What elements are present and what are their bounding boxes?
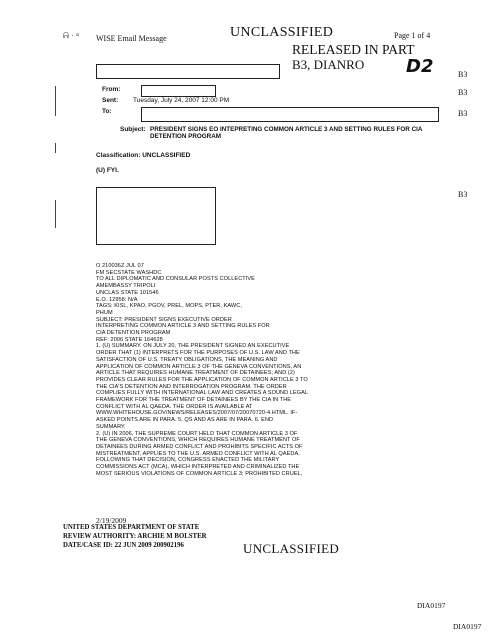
cable-line: AMEMBASSY TRIPOLI <box>96 283 156 290</box>
page-number: Page 1 of 4 <box>394 31 431 40</box>
cable-line: FOLLOWING THAT DECISION, CONGRESS ENACTED THE MILITARY <box>96 457 280 464</box>
cable-line: INTERPRETING COMMON ARTICLE 3 AND SETTING RULES FOR <box>96 323 270 330</box>
cable-line: CONFLICT WITH AL QAEDA. THE ORDER IS AVAILABLE AT <box>96 403 253 410</box>
app-title: WISE Email Message <box>96 34 167 43</box>
cable-line: TO ALL DIPLOMATIC AND CONSULAR POSTS COLLECTIVE <box>96 276 255 283</box>
bottom-classification: UNCLASSIFIED <box>243 541 340 556</box>
cable-line: PHUM <box>96 309 113 316</box>
redaction-box <box>141 85 216 97</box>
cable-line: REF: 2006 STATE 164628 <box>96 336 163 343</box>
cable-line: THE CIA'S DETENTION AND INTERROGATION PROGRAM. THE ORDER <box>96 383 287 390</box>
classification-line: Classification: UNCLASSIFIED <box>96 152 191 159</box>
subject-line: PRESIDENT SIGNS EO INTEPRETING COMMON ARTICLE 3 AND SETTING RULES FOR CIA <box>150 126 423 133</box>
cable-line: ORDER THAT (1) INTERPRETS FOR THE PURPOSES OF U.S. LAW AND THE <box>96 350 300 357</box>
redaction-box <box>96 187 216 245</box>
handwritten-mark: D2 <box>406 56 434 77</box>
cable-line: SUMMARY. <box>96 423 126 430</box>
cable-line: DETAINEES DURING ARMED CONFLICT AND PROHIBITS SPECIFIC ACTS OF <box>96 443 303 450</box>
cable-line: CIA DETENTION PROGRAM <box>96 330 171 337</box>
cable-line: ASKED POINTS ARE IN PARA. 5. QS AND AS ARE IN PARA. 6. END <box>96 417 274 424</box>
cable-text <box>96 263 436 478</box>
margin-code: B3 <box>458 190 468 199</box>
subject-label: Subject: <box>120 126 146 133</box>
review-department: UNITED STATES DEPARTMENT OF STATE <box>63 524 200 531</box>
release-status: RELEASED IN PART <box>292 42 415 57</box>
cable-line: E.O. 12958: N/A <box>96 296 138 303</box>
cable-line: WWW.WHITEHOUSE.GOV/NEWS/RELEASES/2007/07/20070720-4.HTML. IF- <box>96 410 298 417</box>
top-classification: UNCLASSIFIED <box>230 25 334 40</box>
cable-line: MISTREATMENT, APPLIES TO THE U.S. ARMED CONFLICT WITH AL QAEDA. <box>96 450 300 457</box>
cable-line: MOST SERIOUS VIOLATIONS OF COMMON ARTICLE 3; PROHIBITED CRUEL, <box>96 470 303 477</box>
margin-code: B3 <box>458 109 468 118</box>
redaction-box <box>141 107 439 122</box>
document-stamp: DIA0197 <box>453 622 482 631</box>
sent-value: Tuesday, July 24, 2007 12:00 PM <box>133 97 230 104</box>
cable-line: SUBJECT: PRESIDENT SIGNS EXECUTIVE ORDER <box>96 316 232 323</box>
cable-line: FM SECSTATE WASHDC <box>96 269 162 276</box>
case-id: DATE/CASE ID: 22 JUN 2009 200902196 <box>63 542 184 549</box>
margin-code: B3 <box>458 70 468 79</box>
to-label: To: <box>102 108 112 115</box>
cable-line: SATISFACTION OF U.S. TREATY OBLIGATIONS, THE MEANING AND <box>96 356 278 363</box>
margin-line <box>55 86 56 116</box>
fyi-line: (U) FYI. <box>96 167 119 174</box>
cable-line: PROVIDES CLEAR RULES FOR THE APPLICATION OF COMMON ARTICLE 3 TO <box>96 376 308 383</box>
exemption-code: B3, DIANRO <box>292 57 365 72</box>
review-date: 2/19/2009 <box>96 516 127 525</box>
cable-line: TAGS: KISL, KPAO, PGOV, PREL, MOPS, PTER, KAWC, <box>96 303 242 310</box>
cable-line: FRAMEWORK FOR THE TREATMENT OF DETAINEES BY THE CIA IN THE <box>96 397 292 404</box>
from-label: From: <box>102 86 121 93</box>
sent-label: Sent: <box>102 97 119 104</box>
subject-line: DETENTION PROGRAM <box>150 133 222 140</box>
margin-line <box>55 143 56 153</box>
cable-line: THE GENEVA CONVENTIONS, WHICH REQUIRES HUMANE TREATMENT OF <box>96 437 300 444</box>
margin-code: B3 <box>458 88 468 97</box>
cable-line: COMPLIES FULLY WITH INTERNATIONAL LAW AND CREATES A SOUND LEGAL <box>96 390 309 397</box>
stray-marks: ᕱ · ᵃ <box>63 31 80 40</box>
cable-line: O 210036Z JUL 07 <box>96 263 144 269</box>
redaction-box <box>96 64 280 79</box>
margin-line <box>55 200 56 228</box>
cable-line: COMMISSIONS ACT (MCA), WHICH INTERPRETED AND CRIMINALIZED THE <box>96 464 300 471</box>
review-authority: REVIEW AUTHORITY: ARCHIE M BOLSTER <box>63 533 207 540</box>
cable-line: ARTICLE THAT REQUIRES HUMANE TREATMENT OF DETAINEES; AND (2) <box>96 370 295 377</box>
cable-line: APPLICATION OF COMMON ARTICLE 3 OF THE GENEVA CONVENTIONS, AN <box>96 363 302 370</box>
cable-line: 2. (U) IN 2006, THE SUPREME COURT HELD THAT COMMON ARTICLE 3 OF <box>96 430 298 437</box>
document-stamp: DIA0197 <box>417 601 446 610</box>
cable-line: UNCLAS STATE 101546 <box>96 289 159 296</box>
cable-line: 1. (U) SUMMARY. ON JULY 20, THE PRESIDENT SIGNED AN EXECUTIVE <box>96 343 290 350</box>
